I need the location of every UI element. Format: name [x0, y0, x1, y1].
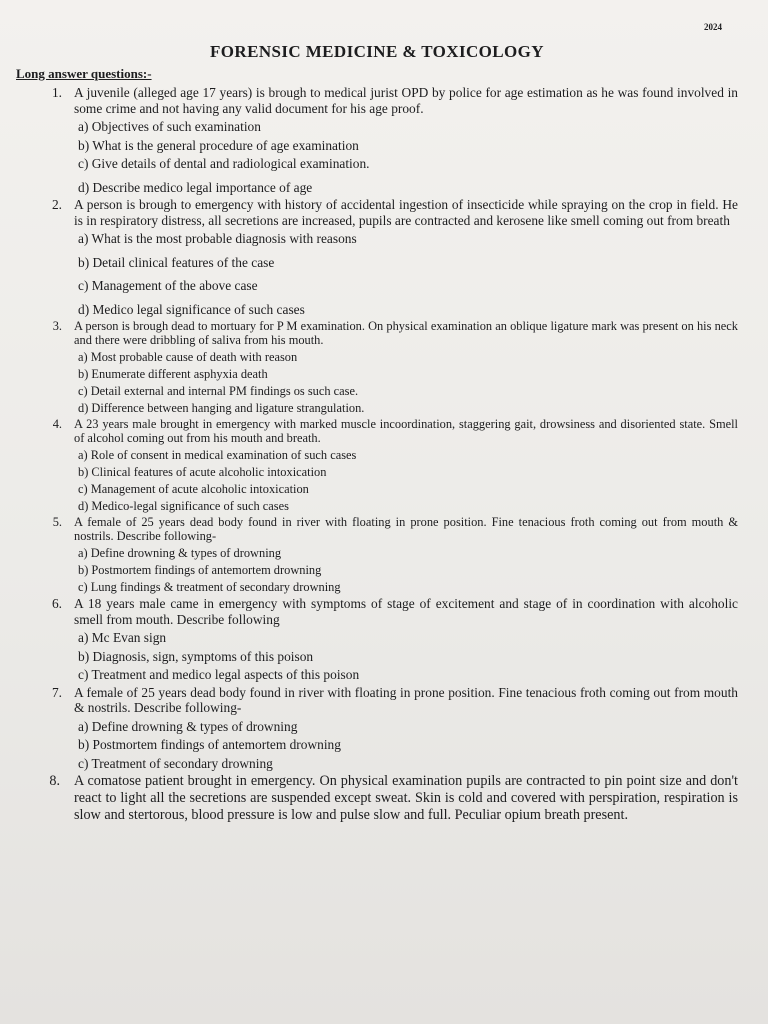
question-part: b) Clinical features of acute alcoholic intoxication: [78, 465, 327, 479]
question-part: a) Role of consent in medical examination of such cases: [78, 448, 357, 462]
question-part: c) Management of acute alcoholic intoxication: [78, 482, 309, 496]
question-part: a) Objectives of such examination: [78, 119, 261, 134]
year-label: 2024: [704, 22, 722, 32]
question-number: 1.: [51, 85, 62, 100]
question-number: 5.: [52, 515, 62, 529]
question-part: d) Medico-legal significance of such cases: [78, 499, 289, 513]
question-1: [16, 85, 738, 195]
question-part: b) Detail clinical features of the case: [78, 254, 275, 270]
question-number: 8.: [49, 773, 60, 789]
question-stem: A person is brough to emergency with history of accidental ingestion of insecticide while spraying on the crop in field. He is in respiratory distress, all secretions are increased, pupils are contracted and kerosene like smell coming out from breath: [74, 197, 738, 228]
question-part: b) Postmortem findings of antemortem drowning: [78, 563, 322, 577]
question-number: 4.: [52, 417, 62, 431]
question-part: a) Define drowning & types of drowning: [78, 718, 298, 734]
question-part: c) Treatment of secondary drowning: [78, 755, 273, 771]
question-4: [16, 417, 738, 513]
paper-title: FORENSIC MEDICINE & TOXICOLOGY: [210, 42, 544, 61]
question-2: [16, 197, 738, 317]
question-number: 2.: [51, 197, 62, 212]
question-part: d) Describe medico legal importance of age: [78, 179, 313, 195]
question-3: [16, 319, 738, 415]
question-part: b) What is the general procedure of age examination: [78, 137, 359, 153]
question-part: b) Enumerate different asphyxia death: [78, 367, 268, 381]
question-part: b) Diagnosis, sign, symptoms of this poison: [78, 648, 314, 664]
question-part: d) Difference between hanging and ligature strangulation.: [78, 401, 365, 415]
question-number: 3.: [52, 319, 62, 333]
question-part: a) Define drowning & types of drowning: [78, 546, 282, 560]
question-number: 7.: [51, 684, 62, 700]
question-stem: A 18 years male came in emergency with symptoms of stage of excitement and stage of in coordination with alcoholic smell from mouth. Describe following: [74, 596, 738, 627]
question-part: c) Give details of dental and radiological examination.: [78, 156, 370, 171]
question-5: [16, 515, 738, 594]
question-part: a) Most probable cause of death with reason: [78, 350, 298, 364]
question-part: d) Medico legal significance of such cases: [78, 301, 305, 317]
question-part: c) Lung findings & treatment of secondary drowning: [78, 580, 341, 594]
question-number: 6.: [51, 596, 62, 611]
question-part: a) Mc Evan sign: [78, 630, 167, 645]
question-stem: A female of 25 years dead body found in river with floating in prone position. Fine tenacious froth coming out from mouth & nostrils. Describe following-: [74, 515, 738, 543]
question-part: a) What is the most probable diagnosis with reasons: [78, 231, 357, 246]
question-6: [16, 596, 738, 683]
question-stem: A comatose patient brought in emergency. On physical examination pupils are contracted to pin point size and don't react to light all the secretions are suspended except sweat. Skin is cold and covered with perspiration, respiration is slow and stertorous, blood pressure is low and pulse slow and full. Peculiar opium breath present.: [74, 773, 738, 823]
question-stem: A juvenile (alleged age 17 years) is brough to medical jurist OPD by police for age estimation as he was found involved in some crime and not having any valid document for his age proof.: [74, 85, 738, 116]
question-part: b) Postmortem findings of antemortem drowning: [78, 737, 341, 752]
question-7: [16, 685, 738, 772]
question-8: [16, 773, 738, 824]
question-part: c) Treatment and medico legal aspects of this poison: [78, 667, 360, 682]
section-heading: Long answer questions:-: [16, 66, 152, 81]
question-part: c) Management of the above case: [78, 278, 258, 293]
question-stem: A person is brough dead to mortuary for P M examination. On physical examination an oblique ligature mark was present on his neck and there were dribbling of saliva from his mouth.: [74, 319, 738, 347]
question-stem: A female of 25 years dead body found in river with floating in prone position. Fine tenacious froth coming out from mouth & nostrils. Describe following-: [74, 684, 738, 715]
question-part: c) Detail external and internal PM findings os such case.: [78, 384, 359, 398]
question-stem: A 23 years male brought in emergency with marked muscle incoordination, staggering gait, drowsiness and disoriented state. Smell of alcohol coming out from his mouth and breath.: [74, 417, 738, 445]
